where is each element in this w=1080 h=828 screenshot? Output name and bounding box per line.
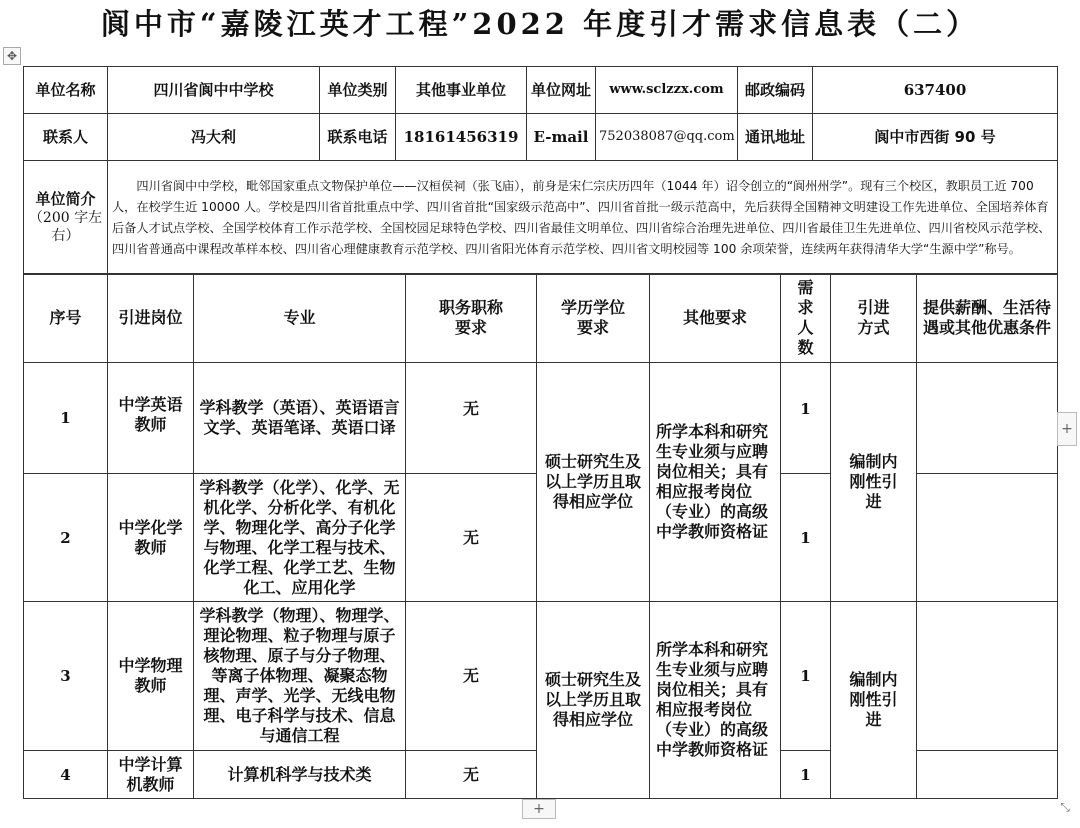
- header-other-req: 其他要求: [650, 274, 781, 363]
- intro-label-cell: [24, 161, 108, 275]
- row-2-seq: 2: [24, 474, 108, 602]
- info-row-1: [24, 67, 1058, 114]
- add-row-button[interactable]: +: [522, 799, 556, 819]
- row-3-seq: 3: [24, 602, 108, 751]
- row-2-count[interactable]: 1: [781, 474, 831, 602]
- row-2-position[interactable]: 中学化学教师: [108, 474, 194, 602]
- row-4-seq: 4: [24, 751, 108, 799]
- unit-name-label: 单位名称: [24, 67, 108, 114]
- job-requirements-table: [23, 273, 1058, 799]
- info-row-2: [24, 114, 1058, 161]
- header-degree-req: 学历学位要求: [537, 274, 650, 363]
- group-a-degree-req[interactable]: 硕士研究生及以上学历且取得相应学位: [537, 363, 650, 602]
- header-major: 专业: [194, 274, 406, 363]
- intro-label: 单位简介: [35, 190, 96, 208]
- postcode-label: 邮政编码: [738, 67, 813, 114]
- row-1-title-req[interactable]: 无: [406, 363, 537, 474]
- row-1-seq: 1: [24, 363, 108, 474]
- unit-type-label: 单位类别: [320, 67, 396, 114]
- website-label: 单位网址: [527, 67, 596, 114]
- group-a-other-req[interactable]: 所学本科和研究生专业须与应聘岗位相关；具有相应报考岗位（专业）的高级中学教师资格证: [650, 363, 781, 602]
- row-1-position[interactable]: 中学英语教师: [108, 363, 194, 474]
- table-resize-icon[interactable]: ⤡: [1060, 800, 1070, 814]
- header-count: 需求人数: [781, 274, 831, 363]
- header-seq: 序号: [24, 274, 108, 363]
- contact-value[interactable]: 冯大利: [108, 114, 320, 161]
- website-value[interactable]: www.sclzzx.com: [596, 67, 738, 114]
- email-value[interactable]: 752038087@qq.com: [596, 114, 738, 161]
- group-b-degree-req[interactable]: 硕士研究生及以上学历且取得相应学位: [537, 602, 650, 799]
- intro-text[interactable]: 四川省阆中中学校，毗邻国家重点文物保护单位——汉桓侯祠（张飞庙），前身是宋仁宗庆历四年（1044 年）诏令创立的“阆州州学”。现有三个校区，教职员工近 700 人，在校学生近 10000 人。学校是四川省首批重点中学、四川省首批“国家级示范高中”、四川省首批一级示范高中，先后获得全国精神文明建设工作先进单位、全国培养体育后备人才试点学校、全国学校体育工作示范学校、全国校园足球特色学校、四川省最佳文明单位、四川省综合治理先进单位、四川省最佳卫生先进单位、四川省校风示范学校、四川省普通高中课程改革样本校、四川省心理健康教育示范学校、四川省阳光体育示范学校、四川省文明校园等 100 余项荣誉，连续两年获得清华大学“生源中学”称号。: [108, 161, 1058, 275]
- intro-sub-label: （200 字左右）: [28, 210, 103, 244]
- group-b-other-req[interactable]: 所学本科和研究生专业须与应聘岗位相关；具有相应报考岗位（专业）的高级中学教师资格证: [650, 602, 781, 799]
- table-row: [24, 363, 1058, 474]
- row-3-major[interactable]: 学科教学（物理）、物理学、理论物理、粒子物理与原子核物理、原子与分子物理、等离子体物理、凝聚态物理、声学、光学、无线电物理、电子科学与技术、信息与通信工程: [194, 602, 406, 751]
- row-4-count[interactable]: 1: [781, 751, 831, 799]
- header-benefits: 提供薪酬、生活待遇或其他优惠条件: [917, 274, 1058, 363]
- row-3-position[interactable]: 中学物理教师: [108, 602, 194, 751]
- table-move-handle-icon[interactable]: ✥: [3, 47, 21, 65]
- add-column-button[interactable]: +: [1057, 412, 1077, 446]
- header-row: [24, 274, 1058, 363]
- address-value[interactable]: 阆中市西街 90 号: [813, 114, 1058, 161]
- email-label: E-mail: [527, 114, 596, 161]
- contact-label: 联系人: [24, 114, 108, 161]
- address-label: 通讯地址: [738, 114, 813, 161]
- phone-value[interactable]: 18161456319: [396, 114, 527, 161]
- header-method: 引进方式: [831, 274, 917, 363]
- header-title-req: 职务职称要求: [406, 274, 537, 363]
- group-a-method[interactable]: 编制内刚性引进: [831, 363, 917, 602]
- info-row-intro: [24, 161, 1058, 275]
- unit-name-value[interactable]: 四川省阆中中学校: [108, 67, 320, 114]
- row-3-count[interactable]: 1: [781, 602, 831, 751]
- unit-info-table: [23, 66, 1058, 275]
- group-b-method[interactable]: 编制内刚性引进: [831, 602, 917, 799]
- document-title: 阆中市“嘉陵江英才工程”2022 年度引才需求信息表（二）: [100, 7, 980, 41]
- row-1-count[interactable]: 1: [781, 363, 831, 474]
- row-1-benefits[interactable]: [917, 363, 1058, 474]
- row-3-title-req[interactable]: 无: [406, 602, 537, 751]
- row-1-major[interactable]: 学科教学（英语）、英语语言文学、英语笔译、英语口译: [194, 363, 406, 474]
- phone-label: 联系电话: [320, 114, 396, 161]
- row-3-benefits[interactable]: [917, 602, 1058, 751]
- header-position: 引进岗位: [108, 274, 194, 363]
- row-2-major[interactable]: 学科教学（化学）、化学、无机化学、分析化学、有机化学、物理化学、高分子化学与物理、化学工程与技术、化学工程、化学工艺、生物化工、应用化学: [194, 474, 406, 602]
- row-4-major[interactable]: 计算机科学与技术类: [194, 751, 406, 799]
- row-4-benefits[interactable]: [917, 751, 1058, 799]
- postcode-value[interactable]: 637400: [813, 67, 1058, 114]
- row-4-title-req[interactable]: 无: [406, 751, 537, 799]
- unit-type-value[interactable]: 其他事业单位: [396, 67, 527, 114]
- row-2-benefits[interactable]: [917, 474, 1058, 602]
- row-4-position[interactable]: 中学计算机教师: [108, 751, 194, 799]
- row-2-title-req[interactable]: 无: [406, 474, 537, 602]
- table-row: [24, 602, 1058, 751]
